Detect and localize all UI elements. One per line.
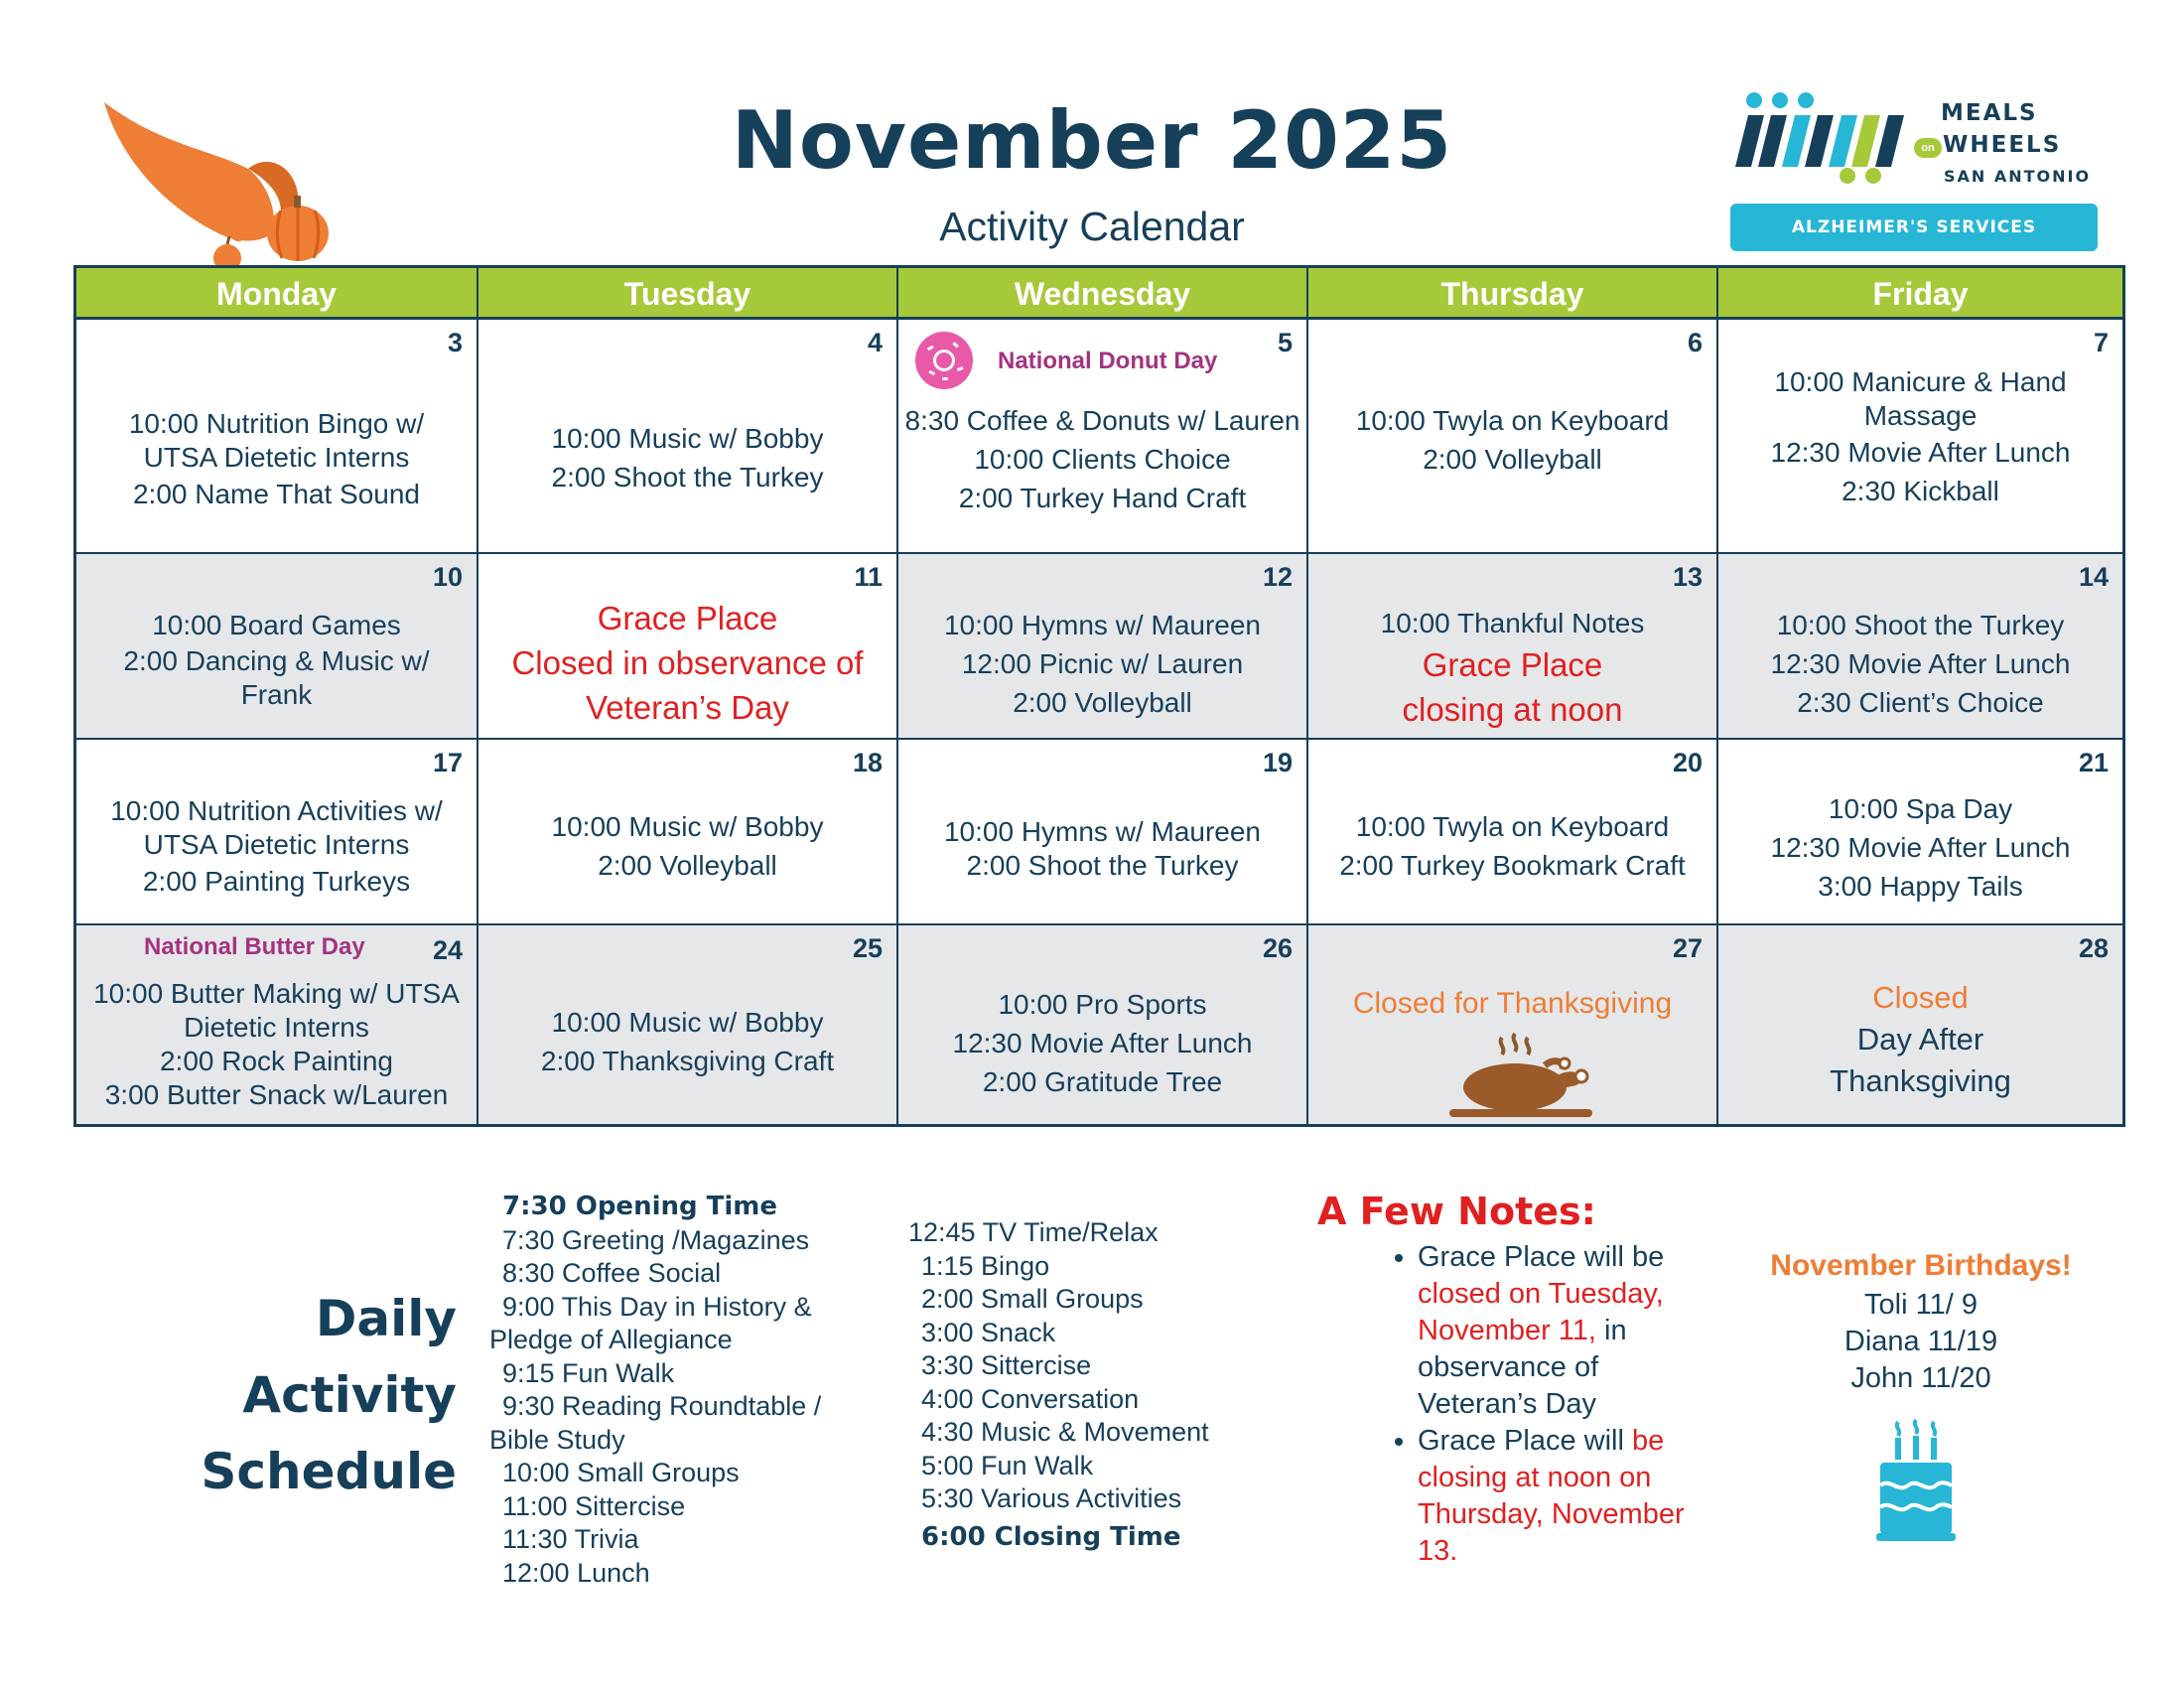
date-number: 24	[432, 935, 463, 965]
activity-line: 8:30 Coffee & Donuts w/ Lauren	[904, 405, 1300, 436]
activity-line: 2:00 Name That Sound	[132, 479, 420, 509]
notes-list	[1360, 1239, 1703, 1570]
date-number: 26	[1262, 933, 1293, 963]
activity-line: 2:00 Dancing & Music w/	[123, 645, 430, 676]
activity-line: 12:30 Movie After Lunch	[952, 1028, 1253, 1058]
date-number: 13	[1672, 562, 1703, 592]
activity-line: 10:00 Board Games	[152, 610, 401, 640]
note-item: • Grace Place will be closed on Tuesday, November 11, in observance of Veteran’s Day	[1418, 1239, 1703, 1423]
page-title: November 2025	[731, 94, 1453, 187]
schedule-item: 12:45 TV Time/Relax	[908, 1217, 1159, 1247]
birthday-entry: John 11/20	[1850, 1362, 1991, 1394]
closure-notice-line: Closed	[1872, 980, 1969, 1015]
activity-line: 10:00 Manicure & Hand	[1774, 366, 2067, 397]
schedule-item: 12:00 Lunch	[502, 1557, 650, 1588]
day-cell-nov-26	[898, 925, 1308, 1124]
activity-line: 12:30 Movie After Lunch	[1770, 832, 2071, 863]
schedule-item: 7:30 Greeting /Magazines	[502, 1224, 810, 1255]
activity-line: 10:00 Music w/ Bobby	[551, 1007, 824, 1038]
cake-icon	[1876, 1418, 1956, 1542]
activity-line: 2:00 Turkey Bookmark Craft	[1339, 850, 1686, 881]
day-cell-nov-12	[898, 554, 1308, 740]
activity-line: 10:00 Spa Day	[1828, 793, 2013, 824]
day-cell-nov-17	[76, 740, 478, 925]
activity-line: 2:00 Turkey Hand Craft	[958, 483, 1247, 513]
day-cell-nov-18	[478, 740, 898, 925]
activity-line: 10:00 Music w/ Bobby	[551, 423, 824, 454]
date-number: 21	[2078, 748, 2109, 777]
activity-line: 2:00 Volleyball	[598, 850, 777, 881]
schedule-item: Bible Study	[489, 1424, 625, 1455]
schedule-item: 6:00 Closing Time	[921, 1521, 1181, 1552]
activity-line: 2:00 Gratitude Tree	[982, 1066, 1223, 1097]
date-number: 28	[2078, 933, 2109, 963]
closure-notice-line: Grace Place	[597, 600, 778, 636]
turkey-icon	[1447, 1030, 1596, 1119]
activity-line: 12:30 Movie After Lunch	[1770, 437, 2071, 468]
date-number: 14	[2078, 562, 2109, 592]
activity-line: 2:00 Volleyball	[1013, 687, 1192, 718]
date-number: 20	[1672, 748, 1703, 777]
day-cell-nov-11	[478, 554, 898, 740]
date-number: 19	[1262, 748, 1293, 777]
schedule-item: 4:00 Conversation	[921, 1383, 1140, 1414]
day-cell-nov-25	[478, 925, 898, 1124]
day-header-tuesday: Tuesday	[478, 268, 898, 320]
schedule-item: 10:00 Small Groups	[502, 1458, 740, 1487]
day-cell-nov-6	[1308, 320, 1718, 554]
date-number: 5	[1277, 328, 1293, 357]
activity-line: 12:30 Movie After Lunch	[1770, 648, 2071, 679]
schedule-item: 9:00 This Day in History &	[502, 1291, 812, 1322]
day-cell-nov-13	[1308, 554, 1718, 740]
activity-line: Massage	[1863, 400, 1978, 431]
activity-line: 10:00 Music w/ Bobby	[551, 811, 824, 842]
activity-line: 12:00 Picnic w/ Lauren	[961, 648, 1244, 679]
day-cell-nov-7	[1718, 320, 2122, 554]
activity-line: 10:00 Nutrition Activities w/	[110, 795, 443, 826]
birthdays-list	[1727, 1287, 2115, 1397]
date-number: 6	[1687, 328, 1703, 357]
closure-notice-line: Veteran’s Day	[586, 689, 789, 726]
day-cell-nov-3	[76, 320, 478, 554]
day-cell-nov-28	[1718, 925, 2122, 1124]
birthday-entry: Diana 11/19	[1843, 1326, 1998, 1357]
schedule-item: 7:30 Opening Time	[502, 1192, 778, 1221]
schedule-item: 9:30 Reading Roundtable /	[502, 1391, 822, 1421]
date-number: 11	[854, 562, 883, 592]
day-cell-nov-10	[76, 554, 478, 740]
activity-line: 10:00 Shoot the Turkey	[1776, 610, 2065, 640]
notes-title: A Few Notes:	[1317, 1190, 1596, 1233]
daily-schedule-title	[201, 1281, 457, 1510]
date-number: 17	[432, 748, 463, 777]
activity-line: 10:00 Hymns w/ Maureen	[943, 610, 1262, 640]
day-header-monday: Monday	[76, 268, 478, 320]
logo-text-meals: MEALS	[1941, 100, 2038, 126]
schedule-item: Pledge of Allegiance	[489, 1325, 733, 1354]
activity-line: 10:00 Nutrition Bingo w/	[128, 408, 425, 439]
activity-line: 10:00 Butter Making w/ UTSA	[93, 978, 460, 1009]
activity-line: 2:30 Kickball	[1842, 476, 1999, 506]
closure-notice-line: closing at noon	[1402, 691, 1623, 728]
activity-line: 2:30 Client’s Choice	[1797, 687, 2044, 718]
schedule-item: 11:00 Sittercise	[502, 1490, 686, 1521]
activity-line: UTSA Dietetic Interns	[143, 829, 410, 860]
activity-line: 10:00 Thankful Notes	[1380, 608, 1645, 638]
special-day-label: National Donut Day	[998, 348, 1218, 374]
activity-line: Frank	[240, 679, 313, 710]
activity-line: 2:00 Rock Painting	[159, 1046, 394, 1076]
day-cell-nov-27	[1308, 925, 1718, 1124]
activity-line: 10:00 Pro Sports	[998, 989, 1207, 1020]
activity-line: 10:00 Twyla on Keyboard	[1355, 811, 1670, 842]
day-cell-nov-19	[898, 740, 1308, 925]
date-number: 18	[852, 748, 883, 777]
logo-text-wheels: WHEELS	[1943, 132, 2062, 158]
schedule-item: 8:30 Coffee Social	[502, 1258, 722, 1288]
date-number: 27	[1672, 933, 1703, 963]
day-cell-nov-24	[76, 925, 478, 1124]
schedule-item: 9:15 Fun Walk	[502, 1357, 675, 1388]
activity-line: UTSA Dietetic Interns	[143, 442, 410, 473]
birthdays-title: November Birthdays!	[1770, 1249, 2072, 1282]
daily-title-line: Activity	[242, 1366, 457, 1424]
schedule-item: 5:00 Fun Walk	[921, 1450, 1094, 1480]
closure-notice-line: Grace Place	[1422, 646, 1603, 683]
day-cell-nov-21	[1718, 740, 2122, 925]
day-cell-nov-5	[898, 320, 1308, 554]
date-number: 4	[867, 328, 883, 357]
activity-line: Dietetic Interns	[184, 1012, 369, 1043]
activity-line: 3:00 Butter Snack w/Lauren	[104, 1079, 449, 1110]
activity-line: 3:00 Happy Tails	[1818, 871, 2023, 902]
day-cell-nov-20	[1308, 740, 1718, 925]
special-day-label: National Butter Day	[144, 933, 365, 960]
schedule-item: 11:30 Trivia	[502, 1524, 639, 1554]
date-number: 10	[432, 562, 463, 592]
closure-notice-line: Closed for Thanksgiving	[1352, 987, 1673, 1020]
date-number: 7	[2093, 328, 2109, 357]
calendar-grid	[73, 265, 2125, 1127]
alzheimers-services-badge: ALZHEIMER'S SERVICES	[1730, 204, 2098, 251]
logo-text-san-antonio: SAN ANTONIO	[1944, 167, 2092, 186]
birthday-entry: Toli 11/ 9	[1864, 1289, 1978, 1321]
closure-notice-line: Closed in observance of	[511, 644, 864, 681]
daily-schedule-col1	[489, 1190, 887, 1590]
day-cell-nov-14	[1718, 554, 2122, 740]
closure-notice-line: Thanksgiving	[1830, 1063, 2011, 1098]
schedule-item: 3:30 Sittercise	[921, 1350, 1092, 1380]
schedule-item: 5:30 Various Activities	[921, 1483, 1182, 1513]
page-subtitle: Activity Calendar	[939, 204, 1245, 249]
closure-notice-line: Day After	[1856, 1022, 1984, 1056]
activity-line: 2:00 Shoot the Turkey	[966, 850, 1239, 881]
daily-schedule-col2	[908, 1216, 1266, 1554]
activity-line: 10:00 Clients Choice	[974, 444, 1231, 475]
activity-line: 2:00 Volleyball	[1423, 444, 1602, 475]
daily-title-line: Schedule	[201, 1443, 457, 1500]
note-item: • Grace Place will be closing at noon on Thursday, November 13.	[1418, 1423, 1703, 1570]
activity-line: 10:00 Twyla on Keyboard	[1355, 405, 1670, 436]
date-number: 3	[447, 328, 463, 357]
daily-title-line: Daily	[315, 1290, 457, 1347]
day-header-thursday: Thursday	[1308, 268, 1718, 320]
activity-line: 2:00 Thanksgiving Craft	[540, 1046, 835, 1076]
activity-line: 10:00 Hymns w/ Maureen	[943, 816, 1262, 847]
schedule-item: 3:00 Snack	[921, 1317, 1056, 1347]
date-number: 25	[852, 933, 883, 963]
day-header-friday: Friday	[1718, 268, 2122, 320]
schedule-item: 4:30 Music & Movement	[921, 1417, 1209, 1447]
logo-text-on: on	[1914, 138, 1942, 158]
day-header-wednesday: Wednesday	[898, 268, 1308, 320]
logo-mark-icon	[1730, 91, 1929, 186]
schedule-item: 2:00 Small Groups	[921, 1284, 1144, 1314]
day-cell-nov-4	[478, 320, 898, 554]
activity-line: 2:00 Painting Turkeys	[142, 866, 411, 897]
activity-line: 2:00 Shoot the Turkey	[551, 462, 824, 492]
schedule-item: 1:15 Bingo	[921, 1250, 1050, 1281]
date-number: 12	[1262, 562, 1293, 592]
donut-icon	[913, 330, 975, 391]
